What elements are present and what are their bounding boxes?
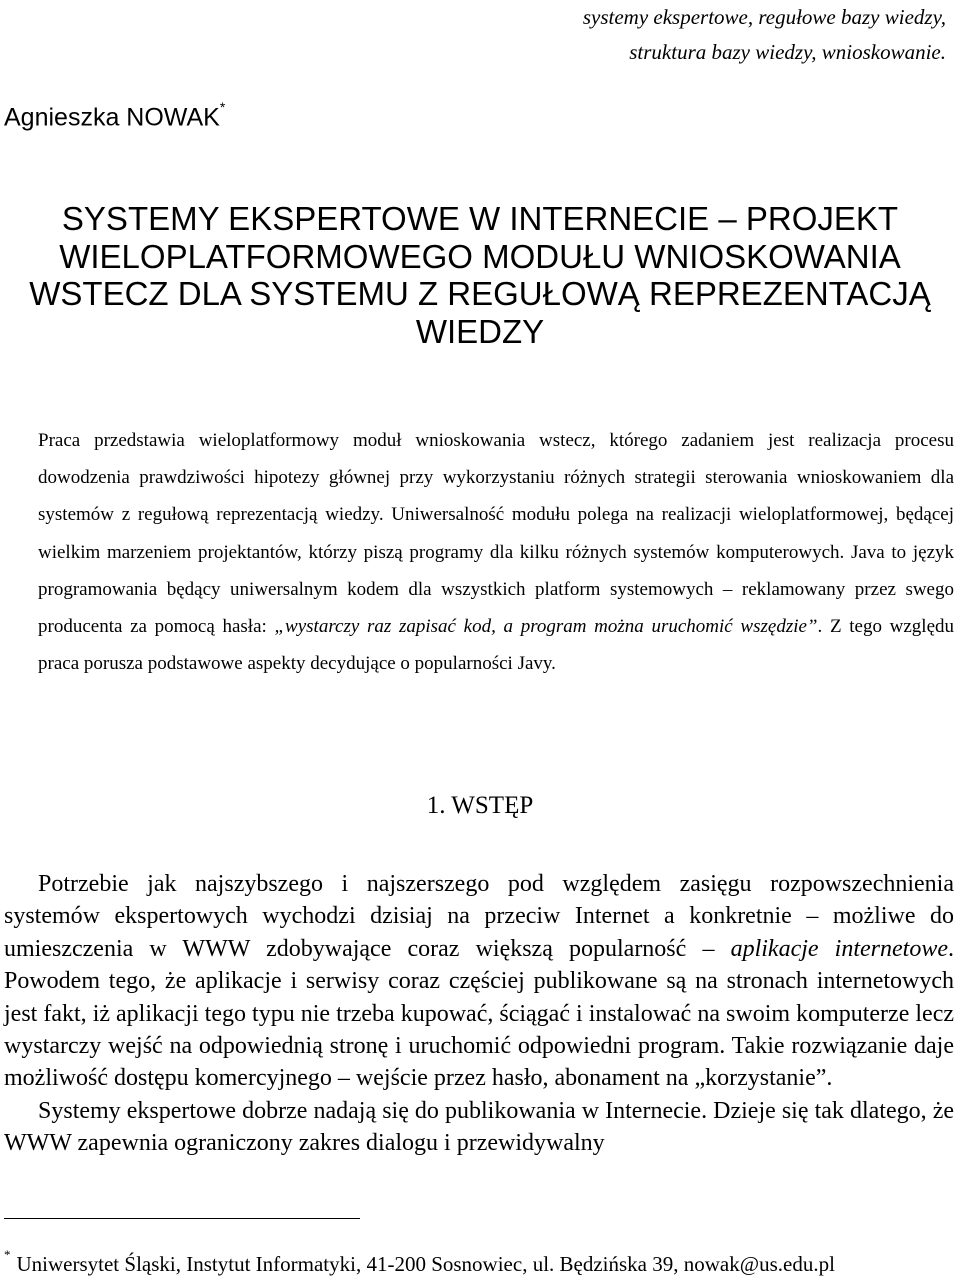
footnote — [4, 1246, 835, 1277]
footnote-marker: * — [4, 1247, 11, 1262]
paragraph-1-text-b: . Powodem tego, że aplikacje i serwisy coraz częściej publikowane są na stronach internetowych jest fakt, iż aplikacji tego typu nie trzeba kupować, ściągać i instalować na swoim komputerze lecz wystarczy wejść na odpowiednią stronę i uruchomić odpowiedni program. Takie rozwiązanie daje możliwość dostępu komercyjnego – wejście przez hasło, abonament na „korzystanie”. — [4, 935, 954, 1092]
keywords-line-1: systemy ekspertowe, regułowe bazy wiedzy, — [582, 5, 946, 29]
abstract-text-2: . Z tego względu praca porusza podstawowe aspekty decydujące o popularności Javy. — [38, 616, 954, 675]
paragraph-1-emphasis: aplikacje internetowe — [730, 935, 948, 962]
paragraph-1-text-a: Potrzebie jak najszybszego i najszerszego pod względem zasięgu rozpowszechnienia systemów ekspertowych wychodzi dzisiaj na przeciw Internet a konkretnie – możliwe do umieszczenia w WWW zdobywające coraz większą popularność – — [4, 871, 954, 962]
title-line-3: WSTECZ DLA SYSTEMU Z REGUŁOWĄ REPREZENTACJĄ — [29, 275, 931, 312]
section-heading: 1. WSTĘP — [426, 792, 534, 819]
keywords-line-2: struktura bazy wiedzy, wnioskowanie. — [629, 40, 946, 64]
footnote-divider — [4, 1218, 360, 1219]
abstract-quote: „wystarczy raz zapisać kod, a program można uruchomić wszędzie” — [274, 616, 818, 638]
abstract — [38, 422, 954, 682]
footnote-text: Uniwersytet Śląski, Instytut Informatyki, 41-200 Sosnowiec, ul. Będzińska 39, nowak@us.edu.pl — [16, 1252, 835, 1276]
body-text — [4, 868, 954, 1160]
abstract-text-1: Praca przedstawia wieloplatformowy moduł wnioskowania wstecz, którego zadaniem jest realizacja procesu dowodzenia prawdziwości hipotezy głównej przy wykorzystaniu różnych strategii sterowania wnioskowaniem dla systemów z regułową reprezentacją wiedzy. Uniwersalność modułu polega na realizacji wieloplatformowej, będącej wielkim marzeniem projektantów, którzy piszą programy dla kilku różnych systemów komputerowych. Java to język programowania będący uniwersalnym kodem dla wszystkich platform systemowych – reklamowany przez swego producenta za pomocą hasła: — [38, 430, 954, 638]
author-footnote-marker: * — [219, 99, 226, 115]
author-name: Agnieszka NOWAK — [4, 103, 220, 132]
paragraph-1 — [4, 868, 954, 1095]
title-line-4: WIEDZY — [415, 312, 545, 350]
author — [4, 96, 225, 132]
title-line-2: WIELOPLATFORMOWEGO MODUŁU WNIOSKOWANIA — [59, 237, 901, 275]
paper-title — [0, 200, 960, 350]
paragraph-2: Systemy ekspertowe dobrze nadają się do publikowania w Internecie. Dzieje się tak dlatego, że WWW zapewnia ograniczony zakres dialogu i przewidywalny — [4, 1097, 954, 1157]
keywords — [583, 0, 946, 70]
title-line-1: SYSTEMY EKSPERTOWE W INTERNECIE – PROJEKT — [61, 200, 899, 237]
